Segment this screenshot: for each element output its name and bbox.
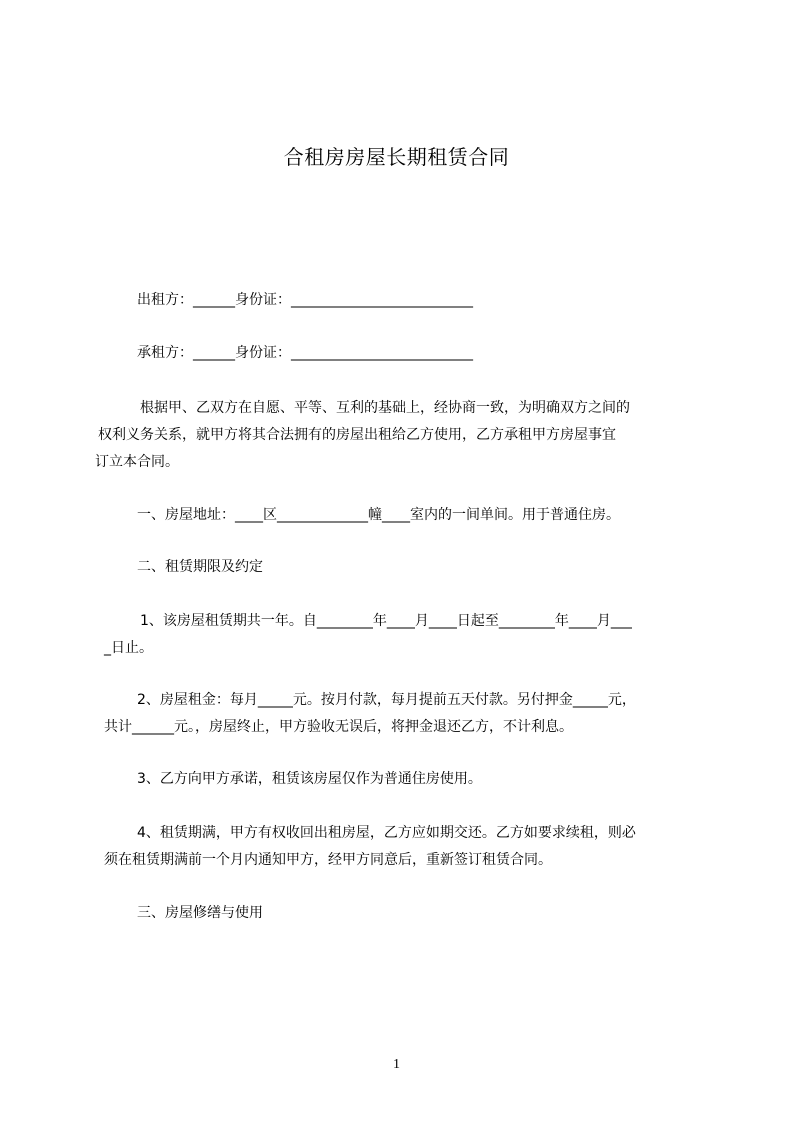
clause-2-line-2: 共计______元。，房屋终止，甲方验收无误后，将押金退还乙方，不计利息。 xyxy=(104,719,573,735)
section-3-heading: 三、房屋修缮与使用 xyxy=(137,905,263,921)
clause-2-line-1: 2、房屋租金：每月_____元。按月付款，每月提前五天付款。另付押金_____元， xyxy=(137,692,636,708)
section-1-address: 一、房屋地址：____区_____________幢____室内的一间单间。用于普通住房。 xyxy=(137,507,620,523)
preamble-line-3: 订立本合同。 xyxy=(95,454,179,470)
clause-4-line-1: 4、租赁期满，甲方有权收回出租房屋，乙方应如期交还。乙方如要求续租，则必 xyxy=(137,825,636,841)
preamble-line-2: 权利义务关系，就甲方将其合法拥有的房屋出租给乙方使用，乙方承租甲方房屋事宜 xyxy=(98,427,616,443)
clause-4-line-2: 须在租赁期满前一个月内通知甲方，经甲方同意后，重新签订租赁合同。 xyxy=(104,852,552,868)
section-2-heading: 二、租赁期限及约定 xyxy=(137,559,263,575)
lessee-line: 承租方：______身份证：__________________________ xyxy=(137,345,473,361)
document-title: 合租房房屋长期租赁合同 xyxy=(283,145,510,169)
page-number: 1 xyxy=(393,1057,400,1072)
clause-1-line-2: _日止。 xyxy=(104,640,153,656)
clause-3: 3、乙方向甲方承诺，租赁该房屋仅作为普通住房使用。 xyxy=(137,771,482,787)
lessor-line: 出租方：______身份证：__________________________ xyxy=(137,292,473,308)
clause-1-line-1: 1、该房屋租赁期共一年。自________年____月____日起至________年____月___ xyxy=(140,613,632,629)
preamble-line-1: 根据甲、乙双方在自愿、平等、互利的基础上，经协商一致，为明确双方之间的 xyxy=(140,400,630,416)
